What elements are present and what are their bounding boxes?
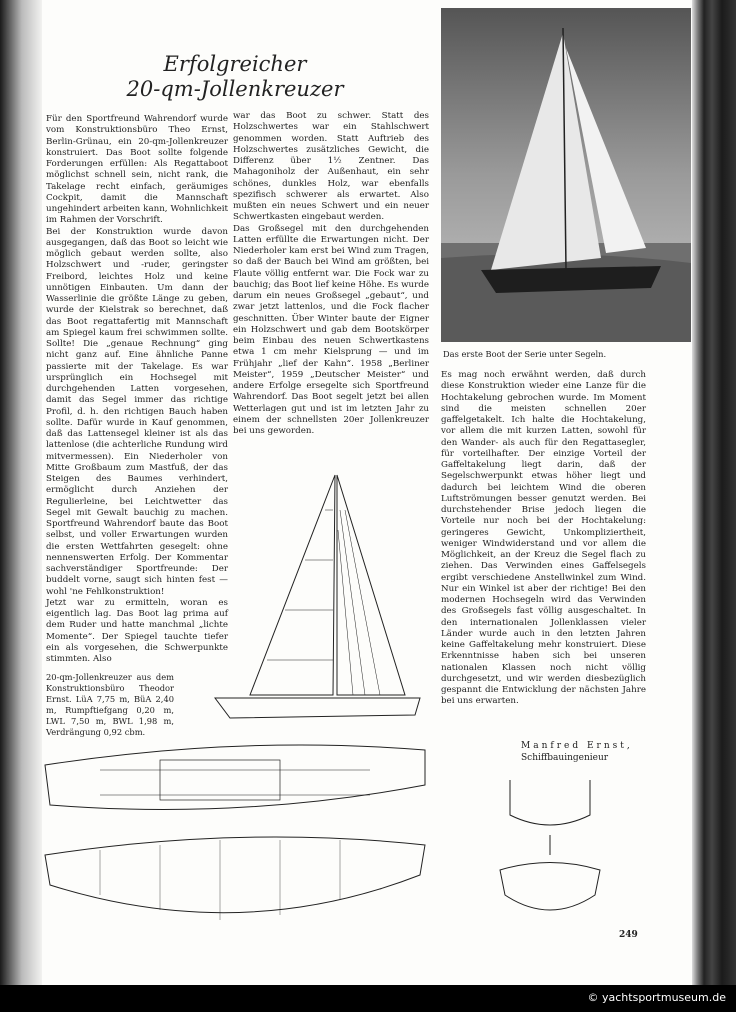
paragraph: Jetzt war zu ermitteln, woran es eigentlich lag. Das Boot lag prima auf dem Ruder und hatte manchmal „lichte Momente“. Der Spiegel tauchte tiefer ein als vorgesehen, die Schwerpunkte stimmten. Also	[46, 597, 228, 664]
photo-caption: Das erste Boot der Serie unter Segeln.	[443, 349, 607, 359]
paragraph: Es mag noch erwähnt werden, daß durch diese Konstruktion wieder eine Lanze für die Hochtakelung gebrochen wurde. Im Moment sind die meisten schnellen 20er gaffelgetakelt. Ich halte die Hochtakelung, vor allem die mit kurzen Latten, sowohl für den Wander- als auch für den Regattasegler, für vorteilhafter. Der einzige Vorteil der Gaffeltakelung liegt darin, daß der Segelschwerpunkt etwas höher liegt und dadurch bei leichtem Wind die oberen Luftströmungen besser genutzt werden. Bei durchstehender Brise jedoch liegen die Vorteile nur noch bei der Hochtakelung: geringeres Gewicht, Unkompliziertheit, weniger Windwiderstand und vor allem die Möglichkeit, an der Kreuz die Segel flach zu ziehen. Das Verwinden eines Gaffelsegels ergibt verschiedene Anstellwinkel zum Wind. Nur ein Winkel ist aber der richtige! Bei den modernen Hochsegeln wird das Verwinden des Großsegels fast völlig ausgeschaltet. In den internationalen Jollenklassen vieler Länder wurde auch in den letzten Jahren keine Gaffeltakelung mehr konstruiert. Diese Erkenntnisse haben sich bei unseren nationalen Klassen noch nicht völlig durchgesetzt, und wir werden diesbezüglich gespannt die Entwicklung der nächsten Jahre bei uns erwarten.	[441, 370, 646, 707]
sailboat-photo	[441, 8, 691, 342]
footer-bar	[0, 985, 736, 1012]
title-line-1: Erfolgreicher	[163, 52, 307, 76]
paragraph: Bei der Konstruktion wurde davon ausgegangen, daß das Boot so leicht wie möglich gebaut werden sollte, also Holzschwert und -ruder, geringster Freibord, leichtes Holz und keine unnötigen Einbauten. Um dann der Wasserlinie die größte Länge zu geben, wurde der Kielstrak so berechnet, daß das Boot regattafertig mit Mannschaft am Spiegel kaum frei schwimmen sollte. Sollte! Die „genaue Rechnung“ ging nicht ganz auf. Eine ähnliche Panne passierte mit der Takelage. Es war ursprünglich ein Hochsegel mit durchgehenden Latten vorgesehen, damit das Segel immer das richtige Profil, d. h. den richtigen Bauch haben sollte. Dafür wurde in Kauf genommen, daß das Lattensegel kleiner ist als das lattenlose (die achterliche Rundung wird mitvermessen). Ein Niederholer von Mitte Großbaum zum Mastfuß, der das Steigen des Baumes verhindert, ermöglicht durch Anziehen der Regulierleine, bei Leichtwetter das Segel mit Gewalt bauchig zu machen. Sportfreund Wahrendorf baute das Boot selbst, und voller Erwartungen wurden die ersten Wettfahrten gesegelt: ohne nennenswerten Erfolg. Der Kommentar sachverständiger Sportfreunde: Der buddelt vorne, saugt sich hinten fest — wohl 'ne Fehlkonstruktion!	[46, 226, 228, 597]
author-signature	[521, 740, 633, 764]
text-column-3	[441, 370, 646, 708]
text-column-2	[233, 111, 429, 437]
paragraph: war das Boot zu schwer. Statt des Holzschwertes war ein Stahlschwert genommen worden. Statt Auftrieb des Holzschwertes zusätzliches Gewicht, die Differenz über 1½ Zentner. Das Mahagoniholz der Außenhaut, ein sehr schönes, dunkles Holz, war ebenfalls spezifisch schwerer als erwartet. Also mußten ein neues Schwert und ein neuer Schwertkasten eingebaut werden.	[233, 111, 429, 223]
text-column-1	[46, 114, 228, 665]
hull-plan-drawings	[40, 725, 435, 965]
hull-section-drawings	[495, 775, 605, 935]
title-line-2: 20-qm-Jollenkreuzer	[126, 77, 344, 101]
spec-caption: 20-qm-Jollenkreuzer aus dem Konstruktionsbüro Theodor Ernst. LüA 7,75 m, BüA 2,40 m, Rumpftiefgang 0,20 m, LWL 7,50 m, BWL 1,98 m, Verdrängung 0,92 cbm.	[46, 672, 174, 737]
book-binding	[692, 0, 736, 985]
author-role: Schiffbauingenieur	[521, 753, 609, 763]
paragraph: Das Großsegel mit den durchgehenden Latten erfüllte die Erwartungen nicht. Der Niederholer kam erst bei Wind zum Tragen, so daß der Bauch bei Wind am größten, bei Flaute völlig entfernt war. Die Fock war zu bauchig; das Boot lief keine Höhe. Es wurde darum ein neues Großsegel „gebaut“, und zwar jetzt lattenlos, und die Fock flacher geschnitten. Über Winter baute der Eigner ein Holzschwert und gab dem Bootskörper beim Einbau des neuen Schwertkastens etwa 1 cm mehr Kielsprung — und im Frühjahr „lief der Kahn“. 1958 „Berliner Meister“, 1959 „Deutscher Meister“ und andere Erfolge ersegelte sich Sportfreund Wahrendorf. Das Boot segelt jetzt bei allen Wetterlagen gut und ist im letzten Jahr zu einem der schnellsten 20er Jollenkreuzer bei uns geworden.	[233, 223, 429, 436]
paragraph: Für den Sportfreund Wahrendorf wurde vom Konstruktionsbüro Theo Ernst, Berlin-Grünau, ein 20-qm-Jollenkreuzer konstruiert. Das Boot sollte folgende Forderungen erfüllen: Als Regattaboot möglichst schnell sein, nicht rank, die Takelage recht einfach, geräumiges Cockpit, damit die Mannschaft ungehindert arbeiten kann, Wohnlichkeit im Rahmen der Vorschrift.	[46, 114, 228, 226]
profile-plan	[45, 837, 425, 913]
page-number: 249	[619, 930, 638, 940]
watermark: © yachtsportmuseum.de	[587, 991, 726, 1004]
page-gutter-shadow	[0, 0, 42, 985]
author-name: Manfred Ernst,	[521, 741, 633, 751]
article-title	[110, 52, 360, 102]
sail-plan-drawing	[205, 470, 430, 725]
